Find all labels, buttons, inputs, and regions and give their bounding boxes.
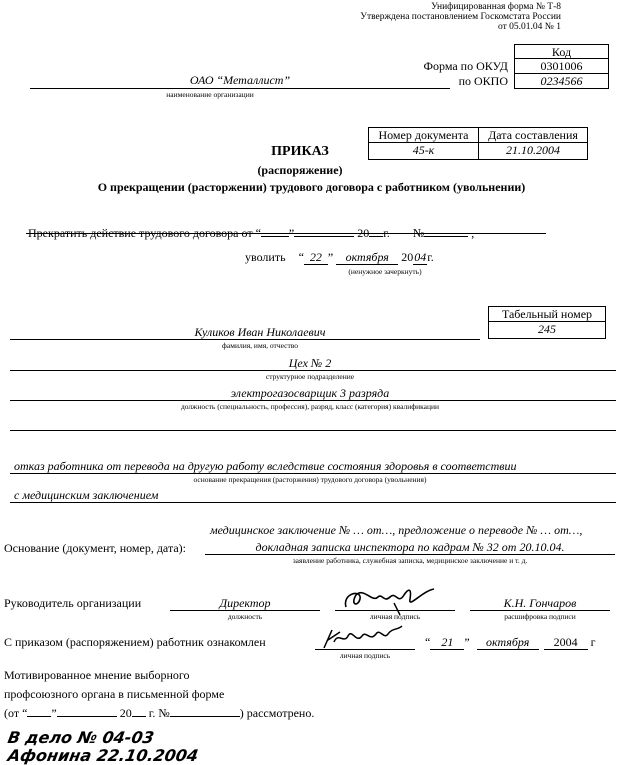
dismiss-year-g: г.: [427, 250, 434, 264]
organization-name: ОАО “Металлист”: [189, 73, 291, 87]
doc-number-value: 45-к: [368, 142, 479, 160]
okpo-value-cell: 0234566: [514, 73, 609, 89]
handwritten-note-1: В дело № 04-03: [6, 728, 156, 747]
head-name: К.Н. Гончаров: [503, 596, 577, 610]
order-subtitle: (распоряжение): [257, 163, 343, 177]
handwritten-note-2: Афонина 22.10.2004: [6, 746, 200, 765]
union-line-2: профсоюзного органа в письменной форме: [4, 687, 225, 701]
blank-underline: [10, 430, 616, 431]
head-name-underline: [470, 610, 610, 611]
ack-g: г: [590, 635, 596, 649]
reason-underline-1: [10, 473, 616, 474]
basis-caption: заявление работника, служебная записка, медицинское заключение и т. д.: [292, 556, 528, 565]
okud-value-cell: 0301006: [514, 58, 609, 74]
crossed-quote: ”: [288, 226, 295, 240]
order-heading: О прекращении (расторжении) трудового договора с работником (увольнении): [97, 180, 526, 194]
position: электрогазосварщик 3 разряда: [230, 386, 390, 400]
union-line-1: Мотивированное мнение выборного: [4, 668, 190, 682]
crossed-year: 20: [357, 226, 370, 240]
union-from: (от “: [4, 706, 28, 720]
head-signature-scribble: [338, 585, 448, 617]
approval-date-line: от 05.01.04 № 1: [498, 22, 561, 32]
strike-note: (ненужное зачеркнуть): [348, 267, 422, 276]
tab-number-value: 245: [488, 321, 606, 339]
union-year: 20: [119, 706, 132, 720]
basis-line-2: докладная записка инспектора по кадрам № 32 от 20.10.04.: [255, 540, 565, 554]
head-position-caption: должность: [227, 612, 263, 621]
dismiss-line: [245, 250, 545, 265]
ack-month: октября: [477, 635, 539, 650]
union-number-label: г. №: [148, 706, 170, 720]
doc-number-header: Номер документа: [368, 127, 479, 143]
crossed-number-label: №: [412, 226, 425, 240]
employee-name-underline: [10, 339, 480, 340]
approval-line: Утверждена постановлением Госкомстата России: [360, 12, 561, 22]
tab-number-header: Табельный номер: [488, 306, 606, 322]
head-position: Директор: [219, 596, 271, 610]
union-quote: ”: [51, 706, 57, 720]
basis-line-1: медицинское заключение № … от…, предложение о переводе № … от…,: [210, 523, 583, 537]
dismiss-year-prefix: 20: [401, 250, 414, 264]
union-considered: ) рассмотрено.: [239, 706, 315, 720]
crossed-g: г.: [383, 226, 390, 240]
employee-signature-scribble: [318, 622, 408, 654]
department: Цех № 2: [288, 356, 332, 370]
ack-quote-open: “: [425, 635, 431, 649]
dismiss-quote-close: ”: [327, 250, 334, 264]
dismiss-quote-open: “: [298, 250, 304, 264]
code-header-cell: Код: [514, 44, 609, 59]
okpo-label: по ОКПО: [458, 74, 508, 88]
dismiss-label: уволить: [245, 250, 286, 264]
head-label: Руководитель организации: [4, 596, 142, 610]
okud-label: Форма по ОКУД: [423, 59, 508, 73]
ack-year: 2004: [544, 635, 588, 650]
employee-name-caption: фамилия, имя, отчество: [222, 341, 298, 350]
ack-label: С приказом (распоряжением) работник ознакомлен: [4, 635, 266, 649]
organization-underline: [30, 88, 450, 89]
ack-day: 21: [430, 635, 464, 650]
doc-date-value: 21.10.2004: [478, 142, 588, 160]
crossed-text: Прекратить действие трудового договора от “: [28, 226, 261, 240]
strike-through-line: [26, 233, 546, 234]
ack-quote-close: ”: [464, 635, 470, 649]
ack-signature-caption: личная подпись: [339, 651, 391, 660]
reason-caption: основание прекращения (расторжения) трудового договора (увольнения): [193, 475, 427, 484]
reason-line-2: с медицинским заключением: [14, 488, 159, 502]
dismiss-day: 22: [304, 250, 328, 265]
order-title: ПРИКАЗ: [271, 144, 329, 159]
dismiss-year-suffix: 04: [414, 250, 427, 264]
head-name-caption: расшифровка подписи: [504, 612, 576, 621]
crossed-out-contract-line: Прекратить действие трудового договора от “ ” 20 г. № ,: [28, 226, 475, 240]
head-signature-caption: личная подпись: [369, 612, 421, 621]
department-caption: структурное подразделение: [265, 372, 355, 381]
dismiss-month: октября: [336, 250, 398, 265]
ack-date: [425, 635, 623, 650]
basis-underline: [205, 554, 615, 555]
doc-date-header: Дата составления: [478, 127, 588, 143]
position-underline: [10, 400, 616, 401]
position-caption: должность (специальность, профессия), разряд, класс (категория) квалификации: [180, 402, 440, 411]
head-position-underline: [170, 610, 320, 611]
form-number-line: Унифицированная форма № Т-8: [431, 2, 561, 12]
reason-line-1: отказ работника от перевода на другую работу вследствие состояния здоровья в соответствии: [14, 459, 517, 473]
organization-caption: наименование организации: [166, 90, 254, 99]
union-line-3: [4, 706, 424, 720]
employee-name: Куликов Иван Николаевич: [194, 325, 326, 339]
department-underline: [10, 370, 616, 371]
reason-underline-2: [10, 502, 616, 503]
basis-label: Основание (документ, номер, дата):: [4, 541, 186, 555]
